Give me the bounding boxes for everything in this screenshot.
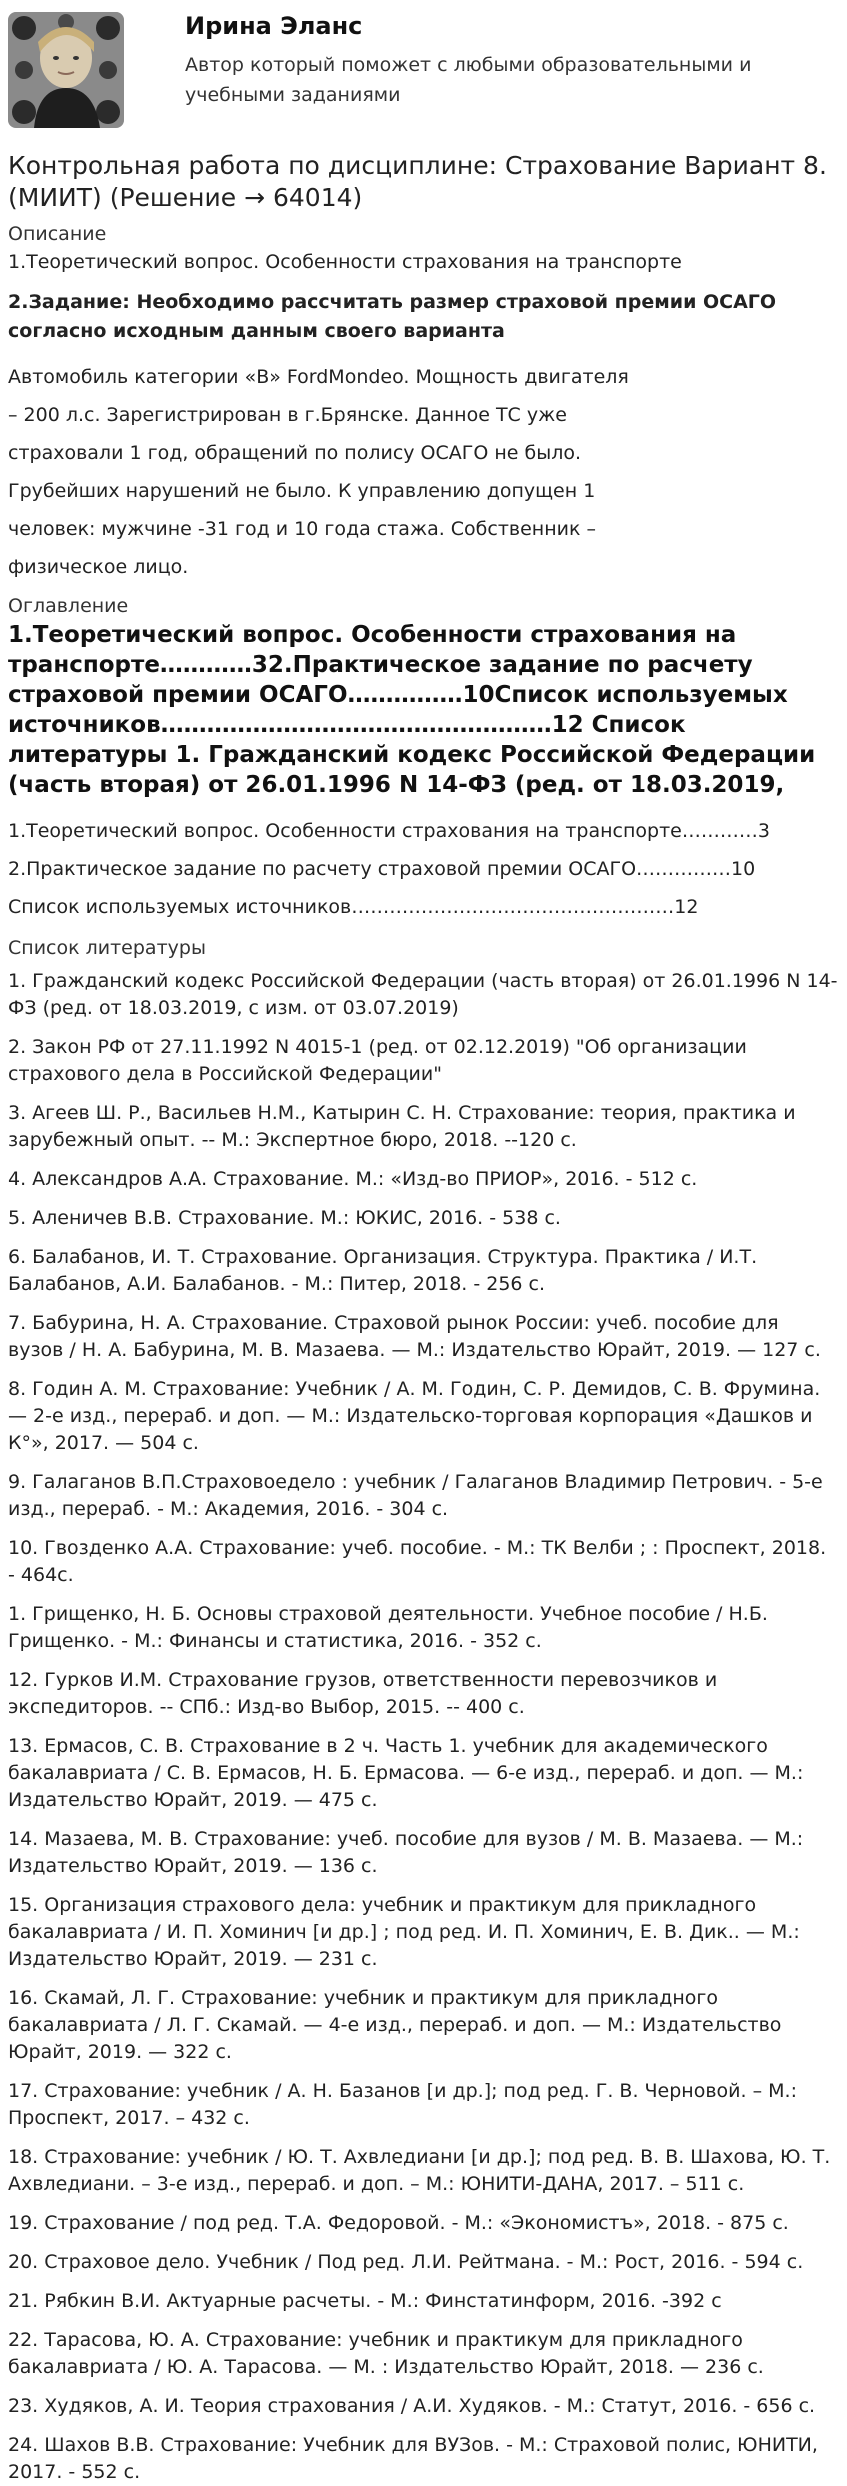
toc-bold-block: 1.Теоретический вопрос. Особенности страхования на транспорте…………32.Практическое задание по расчету страховой премии ОСАГО……………10Список используемых источников……………………………………………12 Список литературы 1. Гражданский кодекс Российской Федерации (часть вторая) от 26.01.1996 N 14-ФЗ (ред. от 18.03.2019, — [8, 622, 816, 798]
reference-item: 2. Закон РФ от 27.11.1992 N 4015-1 (ред. от 02.12.2019) "Об организации страхового дела в Российской Федерации" — [8, 1036, 747, 1085]
reference-item: 5. Аленичев В.В. Страхование. М.: ЮКИС, 2016. - 538 с. — [8, 1207, 561, 1229]
references-list — [8, 968, 839, 2486]
reference-item: 3. Агеев Ш. Р., Васильев Н.М., Катырин С. Н. Страхование: теория, практика и зарубежный опыт. -- М.: Экспертное бюро, 2018. --120 с. — [8, 1102, 796, 1151]
author-name[interactable]: Ирина Эланс — [185, 12, 363, 40]
condition-line: человек: мужчине -31 год и 10 года стажа. Собственник – — [8, 518, 597, 540]
reference-item: 12. Гурков И.М. Страхование грузов, ответственности перевозчиков и экспедиторов. -- СПб.: Изд-во Выбор, 2015. -- 400 с. — [8, 1669, 718, 1718]
work-content — [0, 140, 847, 2486]
condition-line: физическое лицо. — [8, 556, 189, 578]
task-heading: 2.Задание: Необходимо рассчитать размер страховой премии ОСАГО согласно исходным данным своего варианта — [8, 291, 777, 342]
reference-item: 22. Тарасова, Ю. А. Страхование: учебник и практикум для прикладного бакалавриата / Ю. А. Тарасова. — М. : Издательство Юрайт, 2018. — 236 с. — [8, 2329, 764, 2378]
references-label: Список литературы — [8, 937, 206, 959]
toc-label: Оглавление — [8, 595, 129, 617]
reference-item: 24. Шахов В.В. Страхование: Учебник для ВУЗов. - М.: Страховой полис, ЮНИТИ, 2017. - 552 с. — [8, 2434, 818, 2483]
reference-item: 8. Годин А. М. Страхование: Учебник / А. М. Годин, С. Р. Демидов, С. В. Фрумина. — 2-е изд., перераб. и доп. — М.: Издательско-торговая корпорация «Дашков и К°», 2017. — 504 с. — [8, 1378, 821, 1454]
avatar-photo — [8, 12, 124, 128]
condition-line: – 200 л.с. Зарегистрирован в г.Брянске. Данное ТС уже — [8, 404, 567, 426]
condition-line: страховали 1 год, обращений по полису ОСАГО не было. — [8, 442, 582, 464]
reference-item: 14. Мазаева, М. В. Страхование: учеб. пособие для вузов / М. В. Мазаева. — М.: Издательство Юрайт, 2019. — 136 с. — [8, 1828, 804, 1877]
avatar[interactable] — [8, 12, 124, 128]
toc-item: 2.Практическое задание по расчету страховой премии ОСАГО……………10 — [8, 858, 756, 880]
toc-item: 1.Теоретический вопрос. Особенности страхования на транспорте…………3 — [8, 820, 770, 842]
page-title: Контрольная работа по дисциплине: Страхование Вариант 8. (МИИТ) (Решение → 64014) — [8, 151, 827, 212]
theory-question: 1.Теоретический вопрос. Особенности страхования на транспорте — [8, 251, 682, 273]
reference-item: 7. Бабурина, Н. А. Страхование. Страховой рынок России: учеб. пособие для вузов / Н. А. Бабурина, М. В. Мазаева. — М.: Издательство Юрайт, 2019. — 127 с. — [8, 1312, 821, 1361]
reference-item: 4. Александров А.А. Страхование. М.: «Изд-во ПРИОР», 2016. - 512 с. — [8, 1168, 698, 1190]
reference-item: 23. Худяков, А. И. Теория страхования / А.И. Худяков. - М.: Статут, 2016. - 656 с. — [8, 2395, 816, 2417]
task-condition — [8, 358, 839, 586]
reference-item: 13. Ермасов, С. В. Страхование в 2 ч. Часть 1. учебник для академического бакалавриата / С. В. Ермасов, Н. Б. Ермасова. — 6-е изд., перераб. и доп. — М.: Издательство Юрайт, 2019. — 475 с. — [8, 1735, 804, 1811]
reference-item: 1. Грищенко, Н. Б. Основы страховой деятельности. Учебное пособие / Н.Б. Грищенко. - М.: Финансы и статистика, 2016. - 352 с. — [8, 1603, 768, 1652]
reference-item: 17. Страхование: учебник / А. Н. Базанов [и др.]; под ред. Г. В. Черновой. – М.: Проспект, 2017. – 432 с. — [8, 2080, 797, 2129]
author-header — [0, 0, 847, 140]
reference-item: 16. Скамай, Л. Г. Страхование: учебник и практикум для прикладного бакалавриата / Л. Г. Скамай. — 4-е изд., перераб. и доп. — М.: Издательство Юрайт, 2019. — 322 с. — [8, 1987, 782, 2063]
reference-item: 9. Галаганов В.П.Страховоедело : учебник / Галаганов Владимир Петрович. - 5-е изд., перераб. - М.: Академия, 2016. - 304 с. — [8, 1471, 823, 1520]
reference-item: 18. Страхование: учебник / Ю. Т. Ахвледиани [и др.]; под ред. В. В. Шахова, Ю. Т. Ахвледиани. – 3-е изд., перераб. и доп. – М.: ЮНИТИ-ДАНА, 2017. – 511 с. — [8, 2146, 831, 2195]
toc-item: Список используемых источников……………………………………………12 — [8, 896, 699, 918]
reference-item: 1. Гражданский кодекс Российской Федерации (часть вторая) от 26.01.1996 N 14-ФЗ (ред. от 18.03.2019, с изм. от 03.07.2019) — [8, 970, 838, 1019]
author-description: Автор который поможет с любыми образовательными и учебными заданиями — [185, 54, 752, 106]
reference-item: 21. Рябкин В.И. Актуарные расчеты. - М.: Финстатинформ, 2016. -392 с — [8, 2290, 722, 2312]
description-label: Описание — [8, 223, 107, 245]
reference-item: 10. Гвозденко А.А. Страхование: учеб. пособие. - М.: ТК Велби ; : Проспект, 2018. - 464с. — [8, 1537, 827, 1586]
reference-item: 15. Организация страхового дела: учебник и практикум для прикладного бакалавриата / И. П. Хоминич [и др.] ; под ред. И. П. Хоминич, Е. В. Дик.. — М.: Издательство Юрайт, 2019. — 231 с. — [8, 1894, 800, 1970]
reference-item: 20. Страховое дело. Учебник / Под ред. Л.И. Рейтмана. - М.: Рост, 2016. - 594 с. — [8, 2251, 804, 2273]
reference-item: 19. Страхование / под ред. Т.А. Федоровой. - М.: «Экономистъ», 2018. - 875 с. — [8, 2212, 789, 2234]
condition-line: Автомобиль категории «В» FordMondeo. Мощность двигателя — [8, 366, 629, 388]
condition-line: Грубейших нарушений не было. К управлению допущен 1 — [8, 480, 596, 502]
toc-list — [8, 812, 839, 926]
reference-item: 6. Балабанов, И. Т. Страхование. Организация. Структура. Практика / И.Т. Балабанов, А.И. Балабанов. - М.: Питер, 2018. - 256 с. — [8, 1246, 758, 1295]
